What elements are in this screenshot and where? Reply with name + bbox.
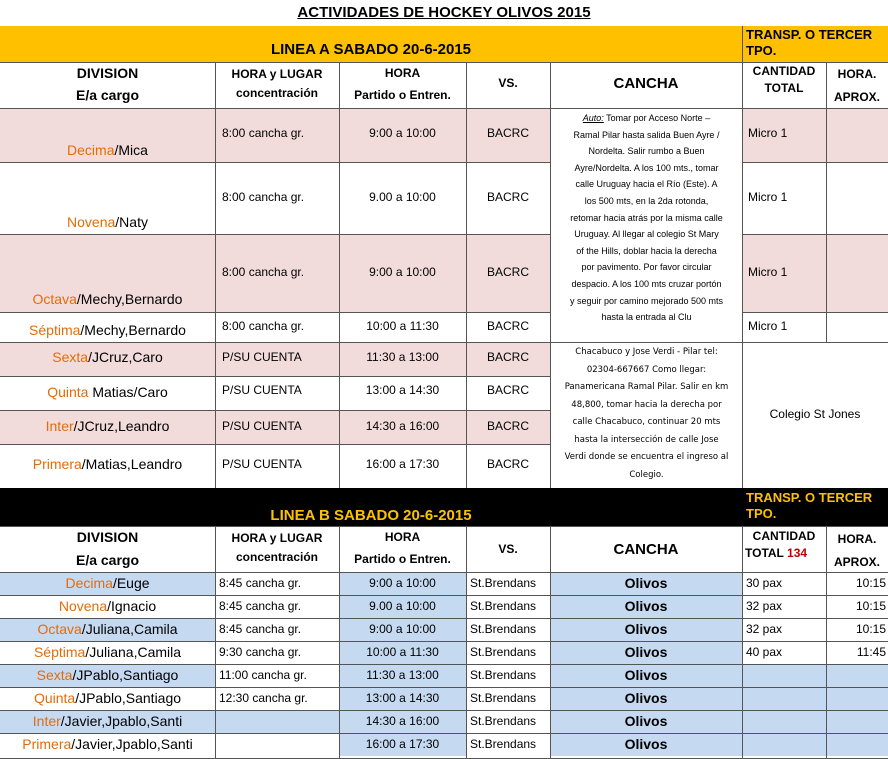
col-ea-cargo: E/a cargo: [75, 87, 140, 103]
cargo-name: Matias/Caro: [88, 384, 168, 400]
cargo-name: /Matias,Leandro: [81, 456, 183, 472]
cancha-cell: Olivos: [624, 713, 668, 729]
concentracion-cell: 12:30 cancha gr.: [219, 691, 308, 705]
linea-b-title: LINEA B SABADO 20-6-2015: [270, 507, 472, 524]
col-concentracion: concentración: [235, 86, 319, 100]
vs-cell: BACRC: [486, 126, 529, 140]
directions-text: Ayre/Nordelta. A los 100 mts., tomar: [574, 162, 719, 173]
division-name: Sexta: [36, 667, 73, 683]
concentracion-cell: P/SU CUENTA: [222, 457, 302, 471]
cancha-cell: Olivos: [624, 690, 668, 706]
directions-text: of the Hills, doblar hacia la derecha: [576, 245, 717, 256]
division-cell: [0, 291, 215, 307]
directions-line: [551, 127, 742, 144]
col-hora-lugar: HORA y LUGAR: [231, 67, 323, 81]
vs-cell: BACRC: [486, 265, 529, 279]
division-cell: [0, 142, 215, 158]
hora-aprox-cell: 10:15: [855, 622, 886, 636]
division-cell: [0, 713, 215, 729]
vs-cell: St.Brendans: [470, 599, 537, 613]
col-division: DIVISION: [76, 65, 139, 81]
division-cell: [0, 736, 215, 752]
cantidad-cell: Micro 1: [748, 319, 788, 333]
hora-cell: 9.00 a 10:00: [369, 190, 436, 204]
hora-cell: 9:00 a 10:00: [369, 126, 436, 140]
cancha-cell: Olivos: [624, 598, 668, 614]
hora-cell: 9.00 a 10:00: [369, 599, 436, 613]
division-cell: [0, 418, 215, 434]
division-cell: [0, 690, 215, 706]
cargo-name: /Ignacio: [107, 598, 157, 614]
division-name: Quinta: [33, 690, 76, 706]
col-hora: HORA: [384, 66, 421, 80]
directions-line: [551, 193, 742, 210]
linea-a-title: LINEA A SABADO 20-6-2015: [270, 41, 472, 58]
division-name: Inter: [45, 418, 74, 434]
division-cell: [0, 667, 215, 683]
concentracion-cell: 8:00 cancha gr.: [222, 319, 305, 333]
division-cell: [0, 598, 215, 614]
col-vs: VS.: [498, 76, 518, 90]
hora-cell: 11:30 a 13:00: [366, 668, 439, 682]
directions-line: [551, 160, 742, 177]
linea-b-total-count: 134: [787, 546, 808, 560]
cantidad-cell: 30 pax: [746, 576, 783, 590]
hora-cell: 10:00 a 11:30: [366, 645, 439, 659]
division-cell: [0, 349, 215, 365]
hora-aprox-cell: 11:45: [856, 645, 886, 659]
vs-cell: St.Brendans: [470, 737, 537, 751]
cantidad-cell: 32 pax: [746, 599, 783, 613]
division-name: Séptima: [33, 644, 86, 660]
cargo-name: /JCruz,Caro: [88, 349, 163, 365]
linea-b-empty-bg: [742, 688, 888, 710]
v-line: [339, 526, 340, 759]
linea-b-conc-empty: [215, 734, 339, 756]
col-aprox: APROX.: [833, 90, 880, 104]
v-line: [466, 62, 467, 488]
division-name: Primera: [22, 736, 72, 752]
directions-auto-label: Auto:: [582, 113, 604, 123]
v-line: [826, 62, 827, 342]
cantidad-cell: 32 pax: [746, 622, 783, 636]
col-b-cancha: CANCHA: [613, 541, 679, 558]
division-cell: [0, 456, 215, 472]
hora-cell: 10:00 a 11:30: [366, 319, 439, 333]
vs-cell: St.Brendans: [470, 645, 537, 659]
col-b-hora: HORA: [384, 530, 421, 544]
division-cell: [0, 214, 215, 230]
col-b-hora-aprox: HORA.: [837, 532, 877, 546]
division-cell: [0, 322, 215, 338]
col-b-total: [745, 546, 807, 560]
vs-cell: BACRC: [486, 419, 529, 433]
concentracion-cell: 11:00 cancha gr.: [219, 668, 307, 682]
vs-cell: St.Brendans: [470, 576, 537, 590]
directions-text: calle Uruguay hacia el Río (Este). A: [575, 179, 718, 190]
vs-cell: St.Brendans: [470, 714, 537, 728]
cargo-name: /Euge: [112, 575, 150, 591]
cargo-name: /JCruz,Leandro: [73, 418, 170, 434]
division-cell: [0, 644, 215, 660]
directions-text: y seguir por camino mejorado 500 mts: [569, 295, 724, 306]
v-line: [215, 526, 216, 759]
cancha-cell: Olivos: [624, 621, 668, 637]
vs-cell: St.Brendans: [470, 691, 537, 705]
division-name: Primera: [32, 456, 82, 472]
directions-text: los 500 mts, en la 2da rotonda,: [584, 195, 709, 206]
linea-a-cancha-directions-1: [550, 108, 742, 342]
directions-text: Nordelta. Salir rumbo a Buen: [588, 146, 705, 157]
hora-cell: 14:30 a 16:00: [365, 419, 440, 433]
concentracion-cell: 8:45 cancha gr.: [219, 576, 302, 590]
directions-line: [551, 309, 742, 326]
directions-line: 48,800, tomar hacia la derecha por: [571, 399, 722, 410]
cargo-name: /Mechy,Bernardo: [76, 291, 183, 307]
col-total: TOTAL: [764, 81, 804, 95]
vs-cell: BACRC: [486, 457, 529, 471]
col-cantidad: CANTIDAD: [752, 64, 816, 78]
concentracion-cell: 8:00 cancha gr.: [222, 190, 305, 204]
cantidad-cell: Micro 1: [748, 126, 788, 140]
linea-a-colegio: Colegio St Jones: [769, 407, 861, 421]
v-line: [550, 526, 551, 759]
concentracion-cell: P/SU CUENTA: [222, 419, 302, 433]
cargo-name: /Naty: [115, 214, 148, 230]
directions-line: 02304-667667 Como llegar:: [586, 364, 707, 375]
concentracion-cell: 8:45 cancha gr.: [219, 599, 302, 613]
directions-line: [551, 210, 742, 227]
directions-line: [551, 226, 742, 243]
cargo-name: /JPablo,Santiago: [75, 690, 182, 706]
col-b-ea-cargo: E/a cargo: [75, 552, 140, 568]
directions-line: Colegio.: [629, 469, 664, 480]
concentracion-cell: 9:30 cancha gr.: [219, 645, 302, 659]
cargo-name: /Mechy,Bernardo: [80, 322, 186, 338]
hora-cell: 9:00 a 10:00: [369, 622, 436, 636]
vs-cell: BACRC: [486, 383, 529, 397]
hora-cell: 9:00 a 10:00: [369, 576, 436, 590]
hora-cell: 13:00 a 14:30: [365, 383, 440, 397]
linea-b-empty-bg: [742, 665, 888, 687]
hora-cell: 13:00 a 14:30: [365, 691, 440, 705]
concentracion-cell: 8:00 cancha gr.: [222, 126, 305, 140]
col-b-partido: Partido o Entren.: [354, 552, 451, 566]
cargo-name: /JPablo,Santiago: [72, 667, 179, 683]
linea-b-empty-bg: [742, 734, 888, 756]
page-title: ACTIVIDADES DE HOCKEY OLIVOS 2015: [297, 4, 591, 21]
division-cell: [0, 575, 215, 591]
division-name: Decima: [67, 142, 115, 158]
v-line: [215, 62, 216, 488]
v-line: [742, 526, 743, 759]
col-b-division: DIVISION: [76, 529, 139, 545]
division-name: Decima: [65, 575, 113, 591]
division-name: Novena: [58, 598, 108, 614]
directions-line: [551, 259, 742, 276]
directions-text: Tomar por Acceso Norte –: [603, 113, 711, 123]
directions-text: Uruguay. Al llegar al colegio St Mary: [574, 229, 719, 240]
col-b-hora-lugar: HORA y LUGAR: [231, 531, 323, 545]
division-name: Sexta: [52, 349, 89, 365]
col-cancha: CANCHA: [613, 75, 679, 92]
directions-line: [551, 243, 742, 260]
vs-cell: BACRC: [486, 319, 529, 333]
directions-line: Panamericana Ramal Pilar. Salir en km: [564, 382, 729, 392]
division-name: Inter: [32, 713, 61, 729]
vs-cell: BACRC: [486, 190, 529, 204]
cancha-cell: Olivos: [624, 736, 668, 752]
cantidad-cell: 40 pax: [746, 645, 783, 659]
cancha-cell: Olivos: [624, 644, 668, 660]
cancha-cell: Olivos: [624, 667, 668, 683]
col-b-cantidad: CANTIDAD: [752, 529, 816, 543]
directions-text: por pavimento. Por favor circular: [581, 262, 712, 273]
col-b-total-label: TOTAL: [745, 546, 784, 560]
division-cell: [0, 621, 215, 637]
directions-text: hasta la entrada al Clu: [601, 312, 692, 323]
cantidad-cell: Micro 1: [748, 265, 788, 279]
cargo-name: /Mica: [114, 142, 148, 158]
linea-b-empty-bg: [742, 711, 888, 733]
directions-text: retomar hacia atrás por la misma calle: [570, 212, 723, 223]
cantidad-cell: Micro 1: [748, 190, 788, 204]
directions-line: Verdi donde se encuentra el ingreso al: [564, 452, 729, 462]
col-b-vs: VS.: [498, 542, 518, 556]
hora-aprox-cell: 10:15: [855, 576, 886, 590]
linea-b-transp-header: TRANSP. O TERCER TPO.: [746, 490, 873, 521]
hora-cell: 16:00 a 17:30: [365, 737, 440, 751]
linea-a-cancha-directions-2: [550, 342, 742, 488]
directions-line: hasta la intersección de calle Jose: [574, 434, 719, 445]
col-b-aprox: APROX.: [833, 555, 880, 569]
hora-cell: 11:30 a 13:00: [366, 350, 439, 364]
directions-text: Ramal Pilar hasta salida Buen Ayre /: [573, 129, 720, 140]
cancha-cell: Olivos: [624, 575, 668, 591]
cargo-name: /Juliana,Camila: [81, 621, 178, 637]
hora-cell: 14:30 a 16:00: [365, 714, 440, 728]
division-name: Novena: [67, 214, 116, 230]
concentracion-cell: P/SU CUENTA: [222, 350, 302, 364]
concentracion-cell: 8:45 cancha gr.: [219, 622, 302, 636]
col-hora-aprox: HORA.: [837, 67, 877, 81]
v-line: [466, 526, 467, 759]
concentracion-cell: 8:00 cancha gr.: [222, 265, 305, 279]
cargo-name: /Juliana,Camila: [85, 644, 182, 660]
cargo-name: /Javier,Jpablo,Santi: [71, 736, 193, 752]
directions-line: [551, 176, 742, 193]
division-name: Quinta: [47, 384, 89, 400]
linea-b-conc-empty: [215, 711, 339, 733]
directions-line: [551, 110, 742, 127]
vs-cell: St.Brendans: [470, 668, 537, 682]
directions-line: [551, 276, 742, 293]
col-b-concentracion: concentración: [235, 550, 319, 564]
division-name: Octava: [37, 621, 82, 637]
division-cell: [0, 384, 215, 400]
concentracion-cell: P/SU CUENTA: [222, 383, 302, 397]
linea-a-transp-header: TRANSP. O TERCER TPO.: [746, 27, 873, 58]
cargo-name: /Javier,Jpablo,Santi: [60, 713, 183, 729]
col-partido: Partido o Entren.: [354, 88, 451, 102]
vs-cell: St.Brendans: [470, 622, 537, 636]
hora-aprox-cell: 10:15: [855, 599, 886, 613]
directions-text: despacio. A los 100 mts cruzar portón: [571, 278, 722, 289]
hora-cell: 9:00 a 10:00: [369, 265, 436, 279]
v-line: [339, 62, 340, 488]
vs-cell: BACRC: [486, 350, 529, 364]
division-name: Octava: [32, 291, 77, 307]
division-name: Séptima: [29, 322, 81, 338]
directions-line: Chacabuco y Jose Verdi - Pilar tel:: [575, 347, 718, 357]
directions-line: [551, 143, 742, 160]
directions-line: [551, 293, 742, 310]
v-line: [826, 526, 827, 759]
directions-line: calle Chacabuco, continuar 20 mts: [572, 417, 721, 427]
hora-cell: 16:00 a 17:30: [365, 457, 440, 471]
